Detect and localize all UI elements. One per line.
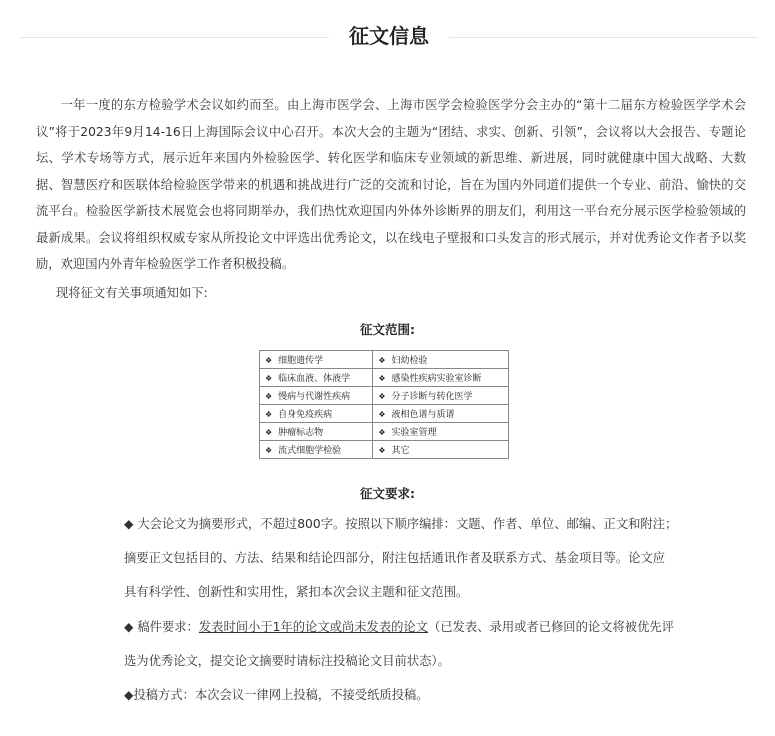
scope-row bbox=[260, 387, 509, 405]
scope-item-label: 实验室管理 bbox=[391, 428, 437, 438]
scope-cell bbox=[373, 351, 509, 369]
scope-cell bbox=[260, 441, 373, 459]
scope-cell bbox=[260, 405, 373, 423]
scope-item-label: 感染性疾病实验室诊断 bbox=[391, 374, 482, 384]
diamond-bullet-icon: ❖ bbox=[265, 374, 273, 383]
diamond-bullet-icon: ❖ bbox=[265, 392, 273, 401]
intro-paragraph: 一年一度的东方检验学术会议如约而至。由上海市医学会、上海市医学会检验医学分会主办的“第十二届东方检验医学学术会议”将于2023年9月14-16日上海国际会议中心召开。本次大会的主题为“团结、求实、创新、引领”，会议将以大会报告、专题论坛、学术专场等方式，展示近年来国内外检验医学、转化医学和临床专业领域的新思维、新进展，同时就健康中国大战略、大数据、智慧医疗和医联体给检验医学带来的机遇和挑战进行广泛的交流和讨论，旨在为国内外同道们提供一个专业、前沿、愉快的交流平台。检验医学新技术展览会也将同期举办，我们热忱欢迎国内外体外诊断界的朋友们，利用这一平台充分展示医学检验领域的最新成果。会议将组织权威专家从所投论文中评选出优秀论文，以在线电子壁报和口头发言的形式展示，并对优秀论文作者予以奖励，欢迎国内外青年检验医学工作者积极投稿。 bbox=[36, 98, 746, 271]
scope-table bbox=[259, 350, 509, 459]
diamond-bullet-icon: ❖ bbox=[265, 356, 273, 365]
diamond-bullet-icon: ❖ bbox=[378, 392, 386, 401]
scope-cell bbox=[373, 387, 509, 405]
scope-item-label: 其它 bbox=[391, 446, 410, 456]
scope-cell bbox=[260, 351, 373, 369]
diamond-bullet-icon: ❖ bbox=[378, 446, 386, 455]
diamond-bullet-icon: ❖ bbox=[378, 410, 386, 419]
diamond-bullet-icon: ❖ bbox=[265, 446, 273, 455]
requirement-3: ◆投稿方式：本次会议一律网上投稿，不接受纸质投稿。 bbox=[124, 688, 429, 702]
scope-row bbox=[260, 441, 509, 459]
page-title: 征文信息 bbox=[329, 18, 449, 54]
scope-cell bbox=[260, 387, 373, 405]
requirements-heading: 征文要求: bbox=[360, 486, 415, 501]
scope-item-label: 细胞遗传学 bbox=[278, 356, 324, 366]
scope-row bbox=[260, 405, 509, 423]
requirement-1-line-3: 具有科学性、创新性和实用性，紧扣本次会议主题和征文范围。 bbox=[124, 585, 469, 599]
scope-cell bbox=[373, 423, 509, 441]
diamond-bullet-icon: ❖ bbox=[378, 374, 386, 383]
scope-item-label: 流式细胞学检验 bbox=[278, 446, 342, 456]
scope-cell bbox=[373, 441, 509, 459]
scope-cell bbox=[373, 405, 509, 423]
scope-row bbox=[260, 423, 509, 441]
scope-row bbox=[260, 351, 509, 369]
title-section bbox=[20, 18, 758, 54]
scope-heading: 征文范围: bbox=[360, 322, 415, 337]
scope-item-label: 自身免疫疾病 bbox=[278, 410, 333, 420]
scope-cell bbox=[260, 369, 373, 387]
scope-item-label: 临床血液、体液学 bbox=[278, 374, 351, 384]
scope-item-label: 慢病与代谢性疾病 bbox=[278, 392, 351, 402]
requirement-2-line-2: 选为优秀论文，提交论文摘要时请标注投稿论文目前状态）。 bbox=[124, 654, 450, 668]
diamond-bullet-icon: ❖ bbox=[265, 428, 273, 437]
scope-item-label: 妇幼检验 bbox=[391, 356, 428, 366]
requirement-2-prefix: ◆ 稿件要求： bbox=[124, 620, 199, 634]
scope-item-label: 液相色谱与质谱 bbox=[391, 410, 455, 420]
requirement-1-line-2: 摘要正文包括目的、方法、结果和结论四部分，附注包括通讯作者及联系方式、基金项目等。论文应 bbox=[124, 551, 666, 565]
scope-item-label: 分子诊断与转化医学 bbox=[391, 392, 473, 402]
diamond-bullet-icon: ❖ bbox=[265, 410, 273, 419]
requirement-2-underlined: 发表时间小于1年的论文或尚未发表的论文 bbox=[198, 620, 429, 634]
requirement-2-line-1 bbox=[124, 618, 764, 636]
scope-cell bbox=[260, 423, 373, 441]
diamond-bullet-icon: ❖ bbox=[378, 428, 386, 437]
requirement-1-line-1: ◆ 大会论文为摘要形式，不超过800字。按照以下顺序编排：文题、作者、单位、邮编、正文和附注； bbox=[124, 517, 678, 531]
scope-item-label: 肿瘤标志物 bbox=[278, 428, 324, 438]
requirement-2-suffix: （已发表、录用或者已修回的论文将被优先评 bbox=[428, 620, 674, 634]
scope-cell bbox=[373, 369, 509, 387]
scope-row bbox=[260, 369, 509, 387]
diamond-bullet-icon: ❖ bbox=[378, 356, 386, 365]
notice-text: 现将征文有关事项通知如下: bbox=[56, 286, 208, 300]
